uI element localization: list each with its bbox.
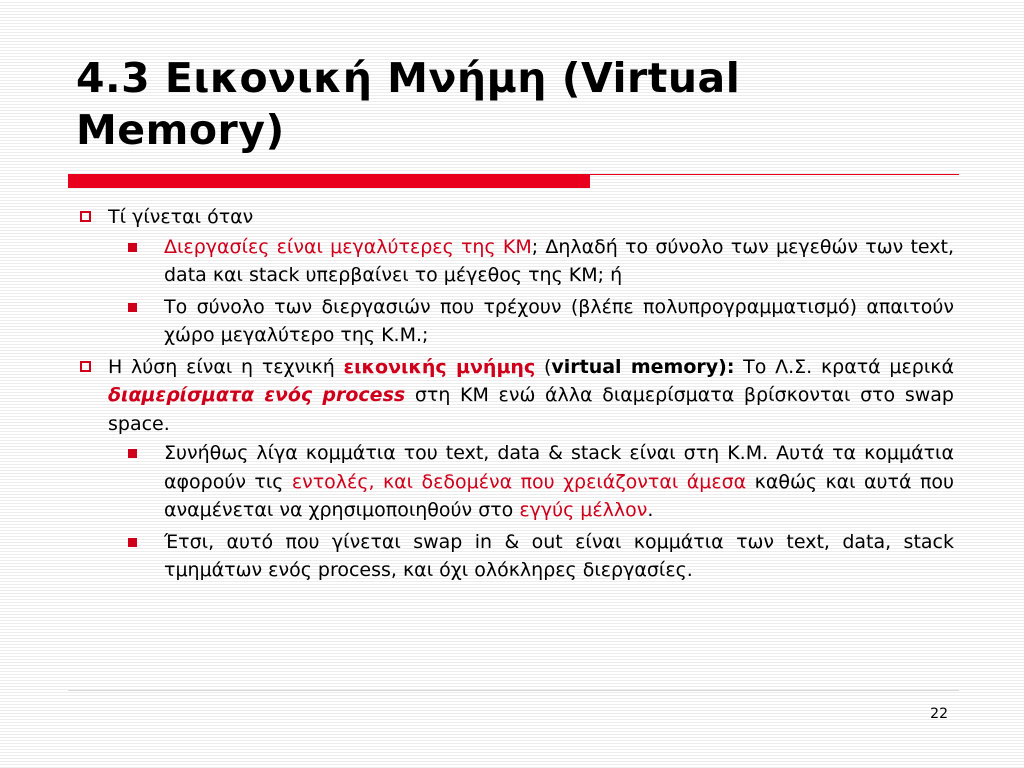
hollow-square-icon [80, 211, 91, 222]
title-underline-line [590, 174, 959, 175]
sub-bullet-swap [128, 528, 954, 585]
title-underline [68, 174, 959, 188]
bullet-solution-virtual-memory: virtual memory): [551, 355, 735, 378]
sub-bullet-swap-text: Έτσι, αυτό που γίνεται swap in & out είναι κομμάτια των text, data, stack τμημάτων ενός process, και όχι ολόκληρες διεργασίες. [164, 530, 954, 581]
bullet-when [78, 203, 954, 232]
sub-bullet-usually-text-2: καθώς και αυτά που αναμένεται να χρησιμοποιηθούν στο [164, 470, 955, 521]
title-underline-bar [68, 174, 590, 188]
bullet-solution-virtual-memory-greek: εικονικής μνήμης [343, 355, 536, 378]
footer-divider [68, 690, 959, 691]
bullet-solution-text-1: Η λύση είναι η τεχνική [108, 355, 344, 378]
bullet-solution-process-parts: διαμερίσματα ενός process [108, 384, 406, 406]
sub-bullet-total-processes [128, 293, 954, 350]
sub-bullet-usually [128, 439, 954, 525]
slide-number: 22 [930, 706, 948, 722]
filled-square-icon [128, 243, 137, 252]
slide-body [78, 203, 954, 588]
sub-bullet-usually-highlight-1: εντολές, και δεδομένα που χρειάζονται άμεσα [291, 470, 747, 493]
sub-bullet-larger-processes-highlight: Διεργασίες είναι μεγαλύτερες της ΚΜ [164, 235, 532, 258]
sub-bullet-usually-text-1: Συνήθως λίγα κομμάτια του text, data & stack είναι στη Κ.Μ. Αυτά τα κομμάτια αφορούν τις [164, 442, 954, 493]
bullet-when-text: Τί γίνεται όταν [108, 206, 254, 228]
sub-bullet-larger-processes-text: ; Δηλαδή το σύνολο των μεγεθών των text, data και stack υπερβαίνει το μέγεθος της ΚΜ; ή [164, 235, 955, 286]
bullet-solution-text-2: ( [535, 355, 552, 378]
slide-title: 4.3 Εικονική Μνήμη (Virtual Memory) [76, 54, 741, 154]
filled-square-icon [128, 449, 137, 458]
filled-square-icon [128, 303, 137, 312]
bullet-solution [78, 353, 954, 439]
sub-bullet-larger-processes [128, 233, 954, 290]
sub-bullet-total-processes-text: Το σύνολο των διεργασιών που τρέχουν (βλέπε πολυπρογραμματισμό) απαιτούν χώρο μεγαλύτερο της Κ.Μ.; [164, 295, 954, 346]
bullet-solution-text-4: στη ΚΜ ενώ άλλα διαμερίσματα βρίσκονται στο swap space. [108, 384, 954, 435]
bullet-solution-text-3: Το Λ.Σ. κρατά μερικά [734, 355, 954, 378]
filled-square-icon [128, 538, 137, 547]
sub-bullet-usually-highlight-2: εγγύς μέλλον [519, 499, 648, 521]
hollow-square-icon [80, 361, 91, 372]
sub-bullet-usually-text-3: . [647, 499, 654, 521]
